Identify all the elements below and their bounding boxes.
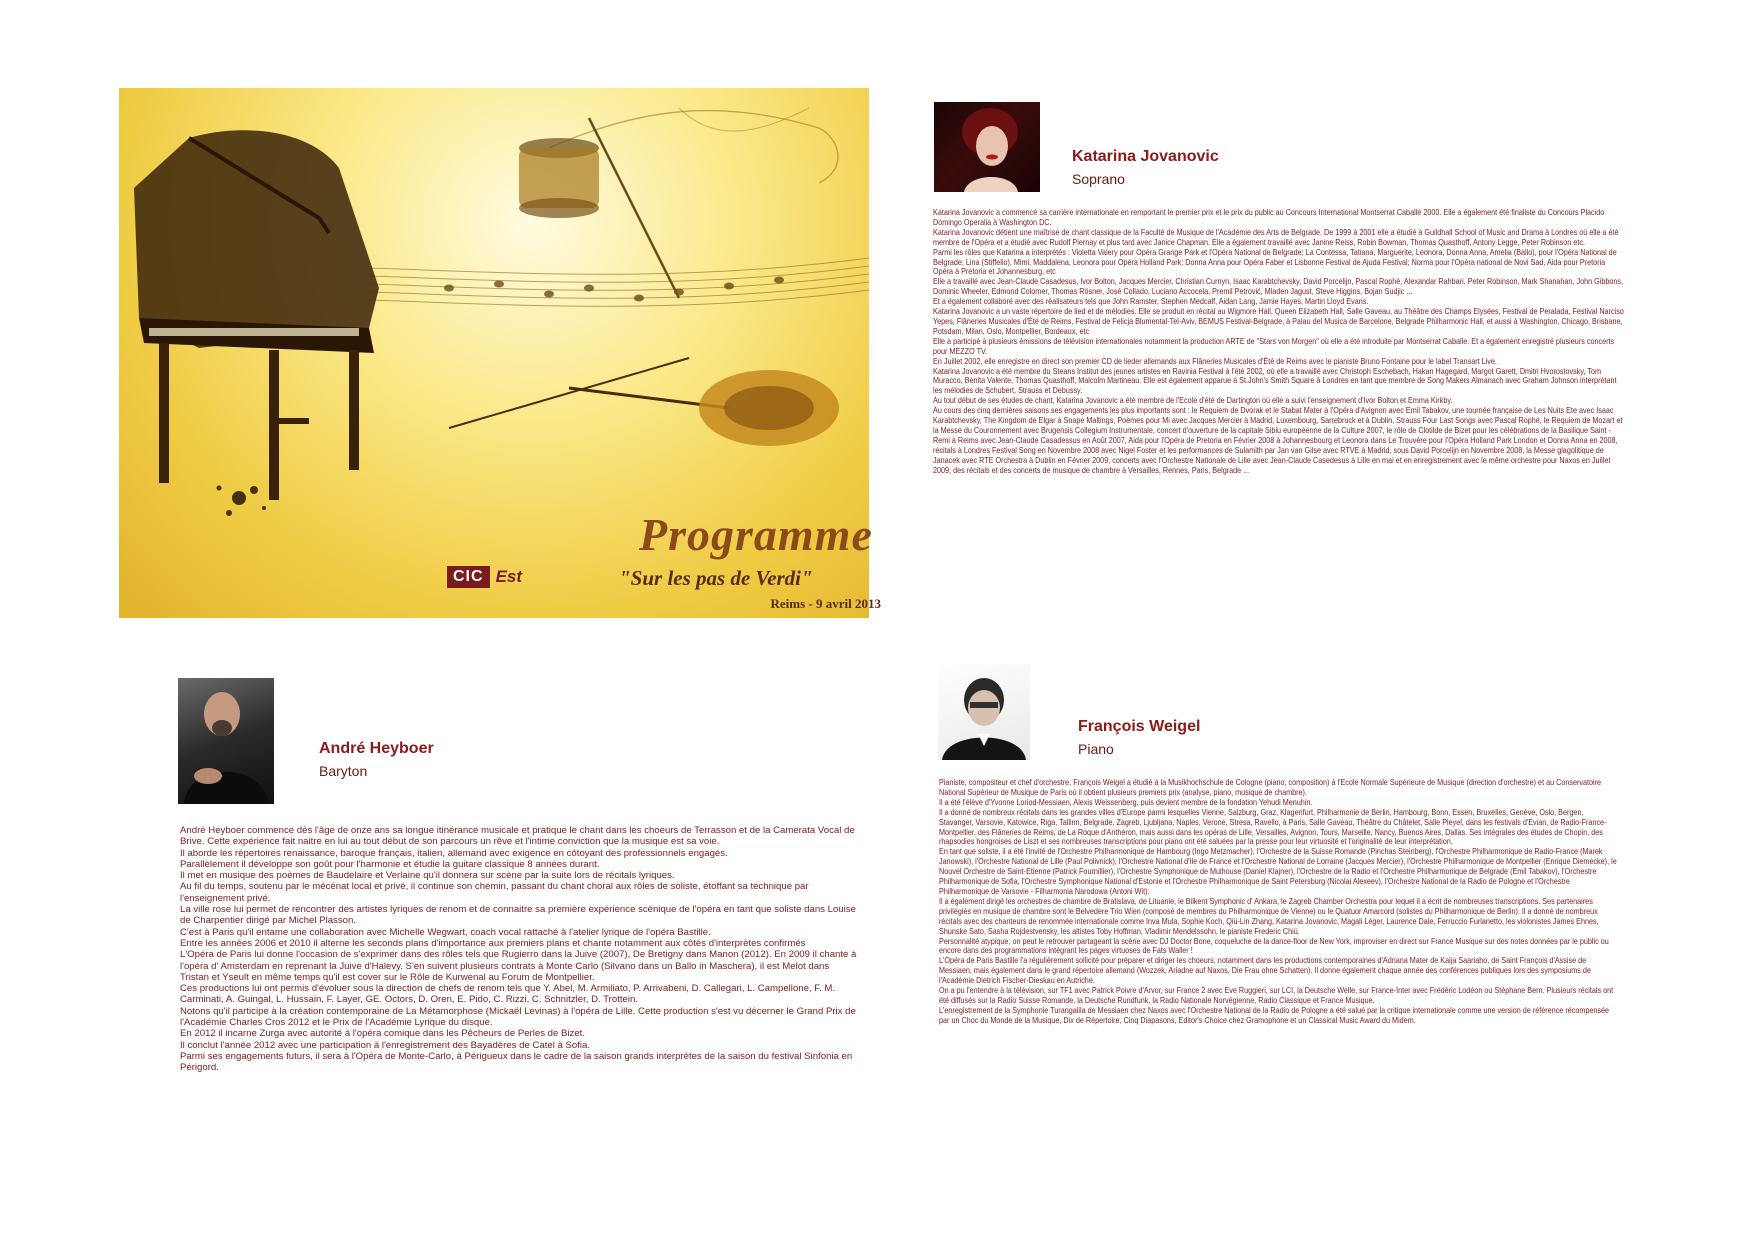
cic-est-logo: [447, 566, 522, 588]
artist-name: Katarina Jovanovic: [1072, 148, 1219, 165]
bio-paragraph: Parmi ses engagements futurs, il sera à l'Opéra de Monte-Carlo, à Périgueux dans le cadre de la saison grands interprètes de la saison du festival Sinfonia en Périgord.: [180, 1050, 853, 1074]
programme-title: Programme: [639, 509, 873, 560]
programme-subtitle: "Sur les pas de Verdi": [619, 566, 813, 590]
artist-biography: [933, 208, 1624, 475]
bio-paragraph: En tant que soliste, il a été l'invité de l'Orchestre Philharmonique de Hambourg (Ingo Metzmacher), l'Orchestre de la Suisse Romande (Pinchas Steinberg), l'Orchestre Philharmonique de Radio-France (Marek Janowski), l'Orchestre National de Lille (Paul Polivnick), l'Orchestre National d'Ile de France et l'Orchestre National de Lorraine (Jacques Mercier), l'Orchestre Philharmonique de Montpellier (Enrique Diemecke), le Nouvel Orchestre de Saint-Etienne (Patrick Fournillier), l'Orchestre Symphonique de Mulhouse (Daniel Klajner), l'Orchestre de la Radio et l'Orchestre Philharmonique de Belgrade (Emil Tabakov), l'Orchestre Philharmonique de Sofia, l'Orchestre Symphonique National d'Estonie et l'Orchestre Philharmonique de Saint Petersburg (Nicolai Alexeev), l'Orchestre National de la Radio de Pologne et l'Orchestre Philharmonique de Varsovie - Filharmonia Narodowa (Antoni Wit).: [939, 846, 1617, 896]
bio-paragraph: Elle a travaillé avec Jean-Claude Casadesus, Ivor Bolton, Jacques Mercier, Christian Curnyn, Isaac Karabtchevsky, David Porcelijn, Pascal Rophé, Alexandar Rahbari, Peter Robinson, Mark Shanahan, John Gibbons, Dominic Wheeler, Edmond Colomer, Thomas Rösner, José Collado, Luciano Accocela, Premil Petrović, Mladen Jagust, Steve Higgins, Bojan Sudjic ...: [933, 276, 1624, 297]
bio-paragraph: Il a également dirigé les orchestres de chambre de Bratislava, de Lituanie, le Bilkent Symphonic d' Ankara, le Zagreb Chamber Orchestra pour lequel il a écrit de nombreuses transcriptions. Ses partenaires privilégiés en musique de chambre sont le Belvedere Trio Wien (composé de membres du Philharmonique de Vienne) ou le Quatuor Amarcord (solistes du Philharmonique de Berlin). Il a donné de nombreux récitals avec des chanteurs de renommée internationale comme Inva Mula, Sophie Koch, Qiü-Lin Zhang, Katarina Jovanovic, Magali Léger, Laurence Dale, Ferruccio Furlanetto, les violonistes James Ehnes, Shunske Sato, Sasha Rojdestvensky, les altistes Toby Hoffman, Vladimir Mendelssohn, le pianiste Frederic Chiü.: [939, 895, 1599, 936]
ink-bottle-icon: [519, 138, 599, 218]
bio-francois: [906, 650, 1640, 1190]
artist-name: André Heyboer: [319, 740, 434, 757]
bio-paragraph: C'est à Paris qu'il entame une collaboration avec Michelle Wegwart, coach vocal rattaché à l'atelier lyrique de l'opéra Bastille.: [180, 926, 711, 938]
bio-paragraph: Il a été l'élève d'Yvonne Loriod-Messiaen, Alexis Weissenberg, puis devient membre de la fondation Yehudi Menuhin.: [939, 796, 1313, 807]
bio-paragraph: Katarina Jovanovic a commencé sa carrière internationale en remportant le premier prix et le prix du public au Concours International Montserrat Caballé 2000. Elle a également été finaliste du Concours Placido Domingo Operalia à Washington DC.: [933, 207, 1605, 227]
artist-name: François Weigel: [1078, 718, 1201, 735]
bio-paragraph: Il aborde les répertoires renaissance, baroque français, italien, allemand avec exigence en côtoyant des professionnels engagés.: [180, 847, 728, 859]
artist-role: Piano: [1078, 741, 1114, 757]
programme-cover: [119, 88, 881, 618]
ink-splatter: [217, 486, 267, 517]
bio-paragraph: Katarina Jovanovic a été membre du Steans Institut des jeunes artistes en Ravinia Festival à l'été 2002, où elle a travaillé avec Christoph Eschebach, Hakan Hagegard, Margot Garett, Dmitri Hvorostovsky, Tom Muracco, Benita Valente, Thomas Quasthoff, Malcolm Martineau. Elle est également apparue à St.John's Smith Square à Londres en tant que membre de Song Makers Almanach avec Graham Johnson interprétant les mélodies de Schubert, Strauss et Debussy.: [933, 365, 1617, 396]
bio-paragraph: Notons qu'il participe à la création contemporaine de La Métamorphose (Mickaël Levinas) à l'opéra de Lille. Cette production s'est vu décerner le Grand Prix de l'Académie Charles Cros 2012 et le Prix de l'Académie Lyrique du disque.: [180, 1005, 856, 1029]
bio-paragraph: L'Opéra de Paris lui donne l'occasion de s'exprimer dans des rôles tels que Rugierro dans la Juive (2007), De Bretigny dans Manon (2012). En 2009 il chante à l'opéra d' Amsterdam en reprenant la Juive d'Halevy. S'en suivent plusieurs contrats à Monte Carlo (Silvano dans un Ballo in Maschera), il est Melot dans Tristan et Yseult en même temps qu'il est cover sur le Rôle de Kurwenal au Forum de Montpellier.: [180, 949, 857, 983]
bio-katarina: [906, 88, 1640, 618]
bio-paragraph: Ces productions lui ont permis d'évoluer sous la direction de chefs de renom tels que Y. Abel, M. Armiliato, P. Arrivabeni, D. Callegari, L. Campellone, F. M. Carminati, A. Guingal, L. Hussain, F. Layer, GE. Octors, D. Oren, E. Pido, C. Rizzi, C. Schnitzler, D. Trottein.: [180, 983, 836, 1006]
bio-paragraph: André Heyboer commence dès l'âge de onze ans sa longue itinérance musicale et pratique le chant dans les choeurs de Terrasson et de la Camerata Vocal de Brive. Cette expérience fait naitre en lui au tout début de son parcours un rêve et l'intime conviction que la musique est sa voie.: [180, 825, 855, 848]
portrait-icon: [178, 678, 274, 804]
bio-paragraph: Il met en musique des poèmes de Baudelaire et Verlaine qu'il donnera sur scène par la suite lors de récitals lyriques.: [180, 870, 675, 882]
artist-biography: [180, 825, 860, 1074]
grand-piano-icon: [134, 130, 379, 500]
bio-paragraph: Katarina Jovanovic a un vaste répertoire de lied et de mélodies. Elle se produit en récital au Wigmore Hall, Queen Elizabeth Hall, Salle Gaveau, au Théâtre des Champs Elysées, Festival de Peralada, Festival Narciso Yepes, Flâneries Musicales d'Été de Reims, Festival de Felicja Blumental-Tel-Aviv, BEMUS Festival-Belgrade, à Palau del Musica de Barcelone, Belgrade Philharmonic Hall, et aussi à Washington, Chicago, Brisbane, Potsdam, Milan, Oslo, Montpellier, Bordeaux, etc: [933, 306, 1624, 336]
music-staff: [369, 258, 869, 306]
bio-paragraph: Parmi les rôles que Katarina a interprétés : Violetta Valery pour Opéra Grange Park et l'Opéra National de Belgrade; La Contessa, Tatiana, Marguerite, Leonora, Donna Anna, Amelia (Ballo), pour l'Opéra National de Belgrade; Lina (Stiffelio), Mimi, Maddalena, Leonora pour Opéra Holland Park; Donna Anna pour Opéra Faber et Lisbonne Festival de Ajuda Festival; Norma pour l'Opéra national de Novi Sad, Aida pour Pretoria Opéra à Pretoria et Johannesburg, etc: [933, 246, 1617, 277]
bio-paragraph: Elle a participé à plusieurs émissions de télévision internationales notamment la production ARTE de "Stars von Morgen" où elle a été introduite par Montserrat Caballe. Et a également enregistré plusieurs concerts pour MEZZO TV.: [933, 335, 1615, 356]
bio-andre: [119, 650, 869, 1190]
artist-photo: [938, 664, 1030, 760]
portrait-icon: [938, 664, 1030, 760]
programme-date: Reims - 9 avril 2013: [770, 596, 881, 611]
violin-icon: [449, 358, 839, 446]
portrait-icon: [934, 102, 1040, 192]
bio-paragraph: En 2012 il incarne Zurga avec autorité à l'opéra comique dans les Pêcheurs de Perles de Bizet.: [180, 1028, 586, 1040]
quill-icon: [589, 118, 679, 298]
artist-photo: [178, 678, 274, 804]
bio-paragraph: On a pu l'entendre à la télévision, sur TF1 avec Patrick Poivre d'Arvor, sur France 2 avec Eve Ruggieri, sur LCI, la Deutsche Welle, sur France-Inter avec Frédéric Lodéon ou Stéphane Bern. Plusieurs récitals ont été diffusés sur la Radio Suisse Romande, la Deutsche Rundfunk, la Radio Nationale Norvégienne, Radio Classique et France Musique.: [939, 985, 1614, 1005]
bio-paragraph: Entre les années 2006 et 2010 il alterne les seconds plans d'importance aux premiers plans et chante notamment aux côtés d'interprètes confirmés: [180, 937, 806, 949]
bio-paragraph: Au cours des cinq dernières saisons ses engagements les plus importants sont : le Requiem de Dvorak et le Stabat Mater à l'Opéra d'Avignon avec Emil Tabakov, une tournée française de Les Nuits Ete avec Isaac Karabtchevsky, The Kingdom de Elgar à Snape Maltings, Poèmes pour Mi avec Jacques Mercier à Madrid, Luxembourg, Sarrebruck et à Dublin, Strauss Four Last Songs avec Pascal Rophé, le Requiem de Mozart et la Messe du Couronnement avec Brugensis Collegium Instrumentale, concert d'ouverture de la capitale Sibiu européenne de la Culture 2007, le rôle de Clotilde de Bizet pour les célébrations de la Basilique Saint - Remi à Reims avec Jean-Claude Casadessus en Août 2007, Aida pour l'Opéra de Pretoria en Février 2008 à Johannesbourg et Leonora dans Le Trouvère pour l'Opéra Holland Park London et Donna Anna en 2008, récitals à Londres Festival Song en Novembre 2008 avec Nigel Foster et les performances de Sulamith par Jan van Gilse avec RTVE à Madrid, sous David Porcelijn en Novembre 2008, la Messe glagolitique de Janacek avec RTE Orchestra à Dublin en Février 2009, concerts avec l'Orchestre Nationale de Lille avec Jean-Claude Casedesus à Lille en mai et en enregistrement avec le même orchestre pour Naxos en Juillet 2009, des récitals et des concerts de musique de chambre à Versailles, Rennes, Paris, Belgrade ...: [933, 405, 1623, 475]
bio-paragraph: Et a également collaboré avec des réalisateurs tels que John Ramster, Stephen Medcalf, Aidan Lang, Jamie Hayes, Martin Lloyd Evans.: [933, 296, 1369, 307]
bio-paragraph: L'Opéra de Paris Bastille l'a régulièrement sollicité pour préparer et diriger les choeurs, notamment dans les productions contemporaines d'Adriana Mater de Kaija Saariaho, de Saint François d'Assise de Messiaen, mais également dans le grand répertoire allemand (Wozzek, Ariadne auf Naxos, Die Frau ohne Schatten). Il donne également chaque année des conférences publiques lors des symposiums de l'Académie Dietrich Fischer-Dieskau en Autriche.: [939, 955, 1591, 986]
bio-paragraph: Il conclut l'année 2012 avec une participation à l'enregistrement des Bayadères de Catel à Sofia.: [180, 1039, 591, 1051]
artist-photo: [934, 102, 1040, 192]
bio-paragraph: Il a donné de nombreux récitals dans les grandes villes d'Europe parmi lesquelles Vienne, Salzburg, Graz, Klagenfurt, Philharmonie de Berlin, Hambourg, Bonn, Essen, Bruxelles, Genève, Oslo, Bergen, Stavanger, Varsovie, Katowice, Riga, Tallinn, Belgrade, Zagreb, Ljubljana, Naples, Verone, Stresa, Ravello, à Paris, Salle Gaveau, Théâtre du Châtelet, Salle Pleyel, dans les festivals d'Evian, de Radio-France-Montpellier, des Flâneries de Reims, de La Roque d'Anthéron, mais aussi dans les opéras de Lille, Versailles, Avignon, Tours, Marseille, Nancy, Buenos Aires, Dallas. Ses intégrales des études de Chopin, des rhapsodies hongroises de Liszt et ses nombreuses transcriptions pour piano ont été saluées par la presse pour leur virtuosité et l'originalité de leur interprétation.: [939, 806, 1607, 847]
bio-paragraph: L'enregistrement de la Symphonie Turangalila de Messiaen chez Naxos avec l'Orchestre National de la Radio de Pologne a été salué par la critique internationale comme une version de référence récompensée par un Choc du Monde de la Musique, Dix de Répertoire, Cinq Diapasons, Editor's Choice chez Gramophone et un Classical Music Award du Midem.: [939, 1004, 1610, 1025]
bio-paragraph: Au tout début de ses études de chant, Katarina Jovanovic a été membre de l'Ecole d'été de Dartington où elle a suivi l'enseignement d'Ivor Bolton et Emma Kirkby.: [933, 395, 1453, 406]
logo-mark: CIC: [447, 566, 490, 588]
artist-role: Baryton: [319, 763, 368, 779]
bio-paragraph: Personnalité atypique, on peut le retrouver partageant la scène avec DJ Doctor Bone, coqueluche de la dance-floor de New York, improviser en direct sur France Musique sur des notes données par le public ou encore dans des programmations intégrant les pages virtuoses de Fats Waller !: [939, 935, 1609, 956]
bio-paragraph: En Juillet 2002, elle enregistre en direct son premier CD de lieder allemands aux Flâneries Musicales d'Été de Reims avec le pianiste Bruno Fontaine pour le label Transart Live.: [933, 355, 1497, 366]
bio-paragraph: Pianiste, compositeur et chef d'orchestre, François Weigel a étudié à la Musikhochschule de Cologne (piano, composition) à l'Ecole Normale Supérieure de Musique (direction d'orchestre) et au Conservatoire National Supérieur de Musique de Paris où il obtient plusieurs premiers prix (analyse, piano, musique de chambre).: [939, 777, 1602, 797]
bio-paragraph: Au fil du temps, soutenu par le mécénat local et privé, il continue son chemin, passant du chant choral aux rôles de soliste, étoffant sa technique par l'enseignement privé.: [180, 881, 809, 904]
artist-role: Soprano: [1072, 171, 1125, 187]
artist-biography: [939, 778, 1619, 1026]
logo-suffix: Est: [495, 567, 523, 586]
bio-paragraph: Parallèlement il développe son goût pour l'harmonie et étudie la guitare classique 8 années durant.: [180, 858, 600, 870]
bio-paragraph: La ville rose lui permet de rencontrer des artistes lyriques de renom et de connaitre sa première expérience scénique de l'opéra en tant que soliste dans Louise de Charpentier dirigé par Michel Plasson.: [180, 904, 856, 927]
bio-paragraph: Katarina Jovanovic détient une maîtrise de chant classique de la Faculté de Musique de l'Académie des Arts de Belgrade. De 1999 à 2001 elle a étudié à Guildhall School of Music and Drama à Londres où elle a été membre de l'Opéra et a étudié avec Rudolf Piernay et plus tard avec Janice Chapman. Elle a également travaillé avec Janine Reiss, Robin Bowman, Thomas Quasthoff, Antony Legge, Peter Robinson etc.: [933, 226, 1619, 247]
